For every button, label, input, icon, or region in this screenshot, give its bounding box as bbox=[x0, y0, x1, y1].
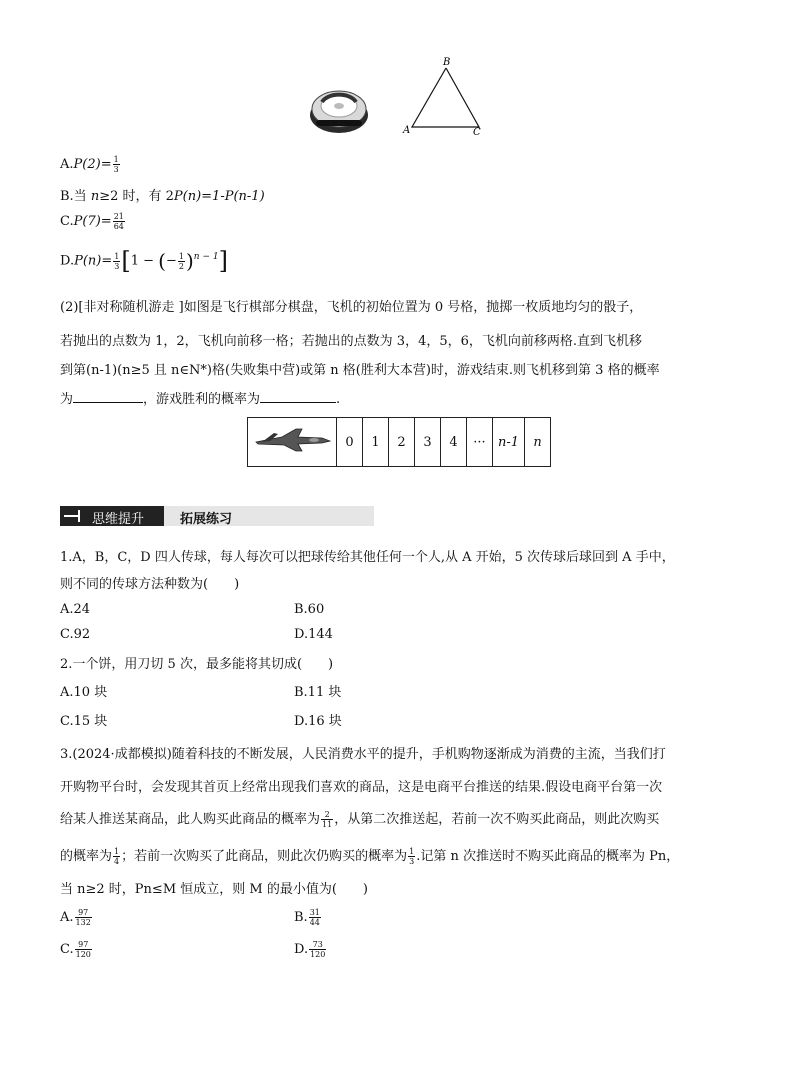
q3-line3: 给某人推送某商品，此人购买此商品的概率为 $\frac{2}{11}$ ，从第二次推送起，若前一次不购买此商品，则此次购买 bbox=[60, 810, 660, 829]
board-cell: n bbox=[525, 418, 551, 467]
q3-option-c: C. $\frac{97}{120}$ bbox=[60, 940, 91, 959]
triangle-abc bbox=[412, 68, 479, 127]
q1-line2: 则不同的传球方法种数为( ) bbox=[60, 577, 240, 592]
q1-option-c: C.92 bbox=[60, 627, 91, 642]
vertex-label-b: B bbox=[443, 57, 451, 68]
vertex-label-a: A bbox=[403, 125, 411, 136]
q1-option-d: D.144 bbox=[294, 627, 333, 642]
answer-blank-1[interactable] bbox=[73, 390, 143, 403]
q2b-option-a: A.10 块 bbox=[60, 685, 108, 700]
q2-line4: 为 ，游戏胜利的概率为 . bbox=[60, 392, 341, 407]
banner-tick-icon bbox=[78, 510, 80, 522]
q1-option-a: A.24 bbox=[60, 602, 91, 617]
q3-line4: 的概率为 $\frac{1}{4}$ ；若前一次购买了此商品，则此次仍购买的概率为 $\frac{1}{3}$ .记第 n 次推送时不购买此商品的概率为 Pn， bbox=[60, 847, 680, 866]
board-cell: 0 bbox=[337, 418, 363, 467]
q3-option-b: B. $\frac{31}{44}$ bbox=[294, 908, 320, 927]
section-title-block bbox=[60, 506, 164, 526]
section-subtitle: 拓展练习 bbox=[180, 512, 233, 527]
board-cell: 4 bbox=[441, 418, 467, 467]
banner-bar-icon bbox=[64, 515, 78, 517]
option-d-prev: D.P(n)= $\frac{1}{3}$ [1 − (− $\frac{1}{2}$ )$^{n - 1}$] bbox=[60, 247, 228, 275]
board-cell: 2 bbox=[389, 418, 415, 467]
robot-vacuum-image bbox=[308, 82, 370, 136]
vertex-label-c: C bbox=[473, 127, 481, 138]
option-a-prev: A.P(2)= $\frac{1}{3}$ bbox=[60, 155, 119, 174]
answer-blank-2[interactable] bbox=[260, 390, 336, 403]
q3-line1: 3.(2024·成都模拟)随着科技的不断发展，人民消费水平的提升，手机购物逐渐成为消费的主流，当我们打 bbox=[60, 747, 666, 762]
board-cell: n-1 bbox=[493, 418, 525, 467]
board-cell: ··· bbox=[467, 418, 493, 467]
q2b-option-d: D.16 块 bbox=[294, 714, 342, 729]
q3-option-a: A. $\frac{97}{132}$ bbox=[60, 908, 91, 927]
board-cell: 1 bbox=[363, 418, 389, 467]
q2b-option-b: B.11 块 bbox=[294, 685, 342, 700]
board-cell: 3 bbox=[415, 418, 441, 467]
q2-line2: 若抛出的点数为 1，2，飞机向前移一格；若抛出的点数为 3，4，5，6，飞机向前移两格.直到飞机移 bbox=[60, 334, 643, 349]
section-title: 思维提升 bbox=[92, 512, 145, 527]
q3-line5: 当 n≥2 时，Pn≤M 恒成立，则 M 的最小值为( ) bbox=[60, 882, 368, 897]
plane-cell bbox=[248, 418, 337, 467]
option-b-prev: B.当 n≥2 时，有 2P(n)=1-P(n-1) bbox=[60, 189, 265, 204]
q2-line3: 到第(n-1)(n≥5 且 n∈N*)格(失败集中营)或第 n 格(胜利大本营)时，游戏结束.则飞机移到第 3 格的概率 bbox=[60, 363, 660, 378]
q2b-option-c: C.15 块 bbox=[60, 714, 108, 729]
q1-option-b: B.60 bbox=[294, 602, 325, 617]
triangle-figure bbox=[400, 52, 492, 140]
q3-line2: 开购物平台时，会发现其首页上经常出现我们喜欢的商品，这是电商平台推送的结果.假设电商平台第一次 bbox=[60, 780, 663, 795]
option-c-prev: C.P(7)= $\frac{21}{64}$ bbox=[60, 212, 124, 231]
section-banner bbox=[60, 506, 374, 526]
q1-line1: 1.A，B，C，D 四人传球，每人每次可以把球传给其他任何一个人,从 A 开始，5 次传球后球回到 A 手中， bbox=[60, 550, 675, 565]
q3-option-d: D. $\frac{73}{120}$ bbox=[294, 940, 326, 959]
q2b-line1: 2.一个饼，用刀切 5 次，最多能将其切成( ) bbox=[60, 657, 334, 672]
flight-chess-board bbox=[247, 417, 551, 467]
fighter-jet-icon bbox=[252, 425, 332, 455]
q2-line1: (2)[非对称随机游走 ]如图是飞行棋部分棋盘，飞机的初始位置为 0 号格，抛掷一枚质地均匀的骰子， bbox=[60, 300, 643, 315]
